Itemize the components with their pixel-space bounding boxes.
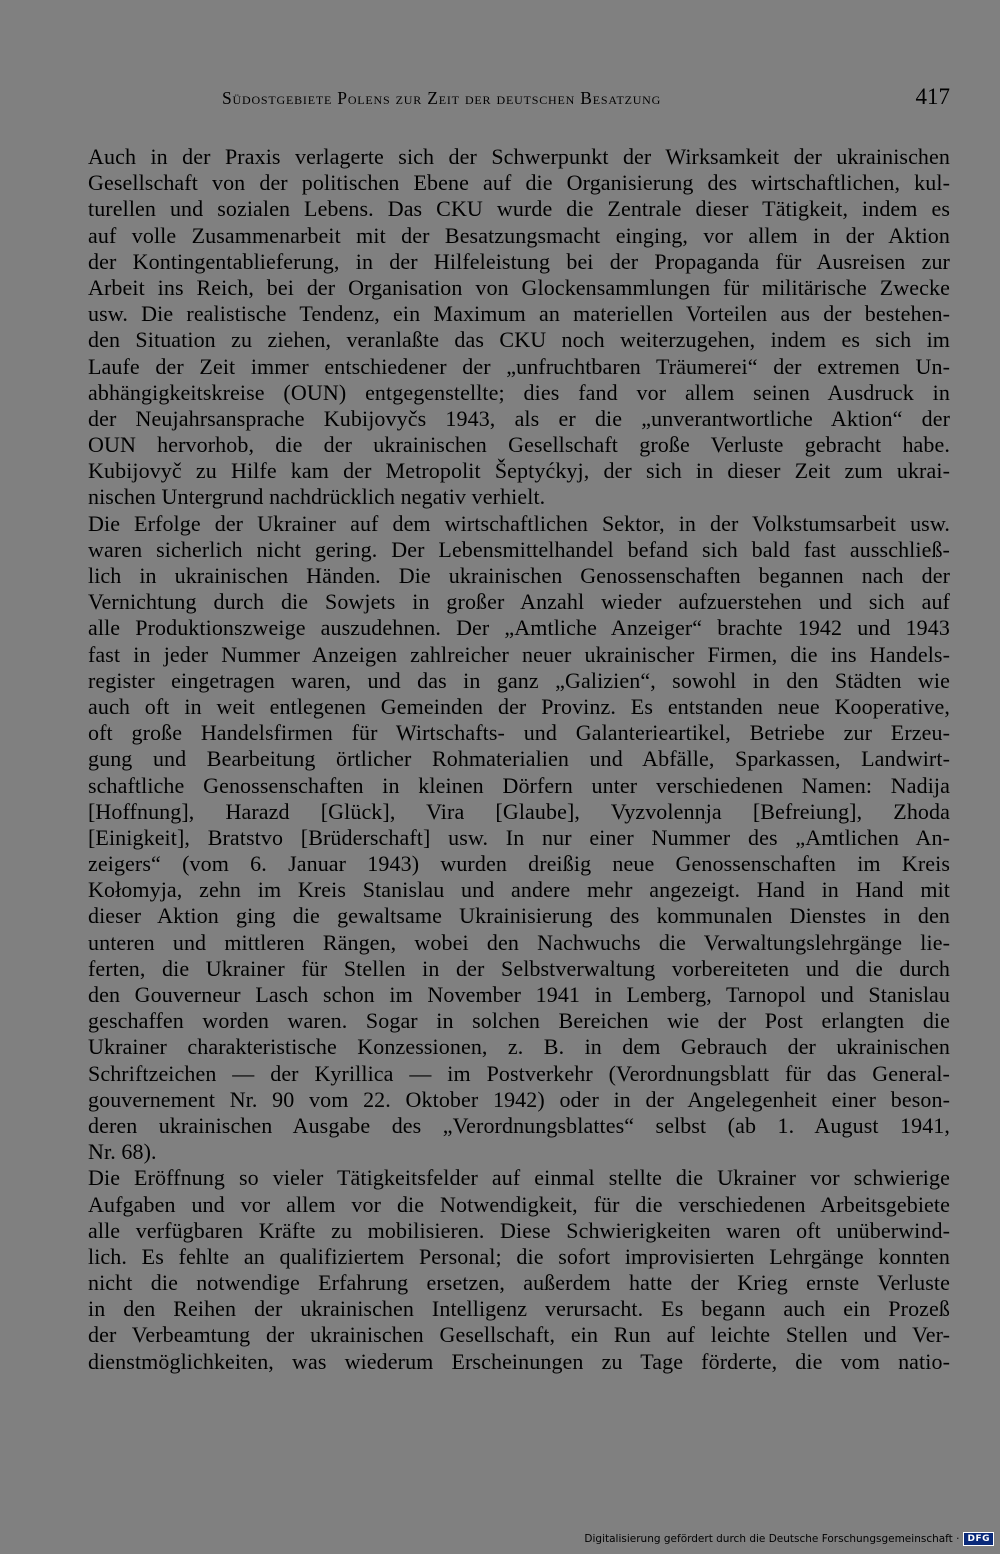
body-text [88,144,950,1375]
text-line: lich. Es fehlte an qualifiziertem Personal; die sofort improvisierten Lehrgänge konnten [88,1243,950,1269]
text-line: Die Erfolge der Ukrainer auf dem wirtschaftlichen Sektor, in der Volkstumsarbeit usw. [88,510,950,536]
page-header [88,84,950,116]
text-line: Aufgaben und vor allem vor die Notwendigkeit, für die verschiedenen Arbeitsgebiete [88,1191,950,1217]
text-line: [Hoffnung], Harazd [Glück], Vira [Glaube], Vyzvolennja [Befreiung], Zhoda [88,798,950,824]
text-line: in den Reihen der ukrainischen Intelligenz verursacht. Es begann auch ein Prozeß [88,1296,950,1322]
text-line: Nr. 68). [88,1139,157,1165]
text-line: Die Eröffnung so vieler Tätigkeitsfelder auf einmal stellte die Ukrainer vor schwierige [88,1165,950,1191]
text-line: deren ukrainischen Ausgabe des „Verordnungsblattes“ selbst (ab 1. August 1941, [88,1112,950,1138]
text-line: oft große Handelsfirmen für Wirtschafts- und Galanterieartikel, Betriebe zur Erzeu- [88,720,950,746]
text-line: alle Produktionszweige auszudehnen. Der „Amtliche Anzeiger“ brachte 1942 und 1943 [88,615,950,641]
text-line: den Gouverneur Lasch schon im November 1941 in Lemberg, Tarnopol und Stanislau [88,982,950,1007]
running-title: Südostgebiete Polens zur Zeit der deutschen Besatzung [222,88,662,108]
text-line: lich in ukrainischen Händen. Die ukrainischen Genossenschaften begannen nach der [88,563,950,588]
text-line: [Einigkeit], Bratstvo [Brüderschaft] usw. In nur einer Nummer des „Amtlichen An- [88,824,950,850]
text-line: dieser Aktion ging die gewaltsame Ukrainisierung des kommunalen Dienstes in den [88,903,950,929]
text-line: unteren und mittleren Rängen, wobei den Nachwuchs die Verwaltungslehrgänge lie- [88,929,950,955]
text-line: register eingetragen waren, und das in ganz „Galizien“, sowohl in den Städten wie [88,667,950,693]
text-line: abhängigkeitskreise (OUN) entgegenstellte; dies fand vor allem seinen Ausdruck in [88,379,950,405]
text-line: der Verbeamtung der ukrainischen Gesellschaft, ein Run auf leichte Stellen und Ver- [88,1322,950,1348]
text-line: waren sicherlich nicht gering. Der Lebensmittelhandel befand sich bald fast ausschließ- [88,536,950,562]
text-line: turellen und sozialen Lebens. Das CKU wurde die Zentrale dieser Tätigkeit, indem es [88,196,950,222]
digitization-credit: Digitalisierung gefördert durch die Deutsche Forschungsgemeinschaft · [584,1533,960,1545]
text-line: den Situation zu ziehen, veranlaßte das CKU noch weiterzugehen, indem es sich im [88,327,950,353]
text-line: dienstmöglichkeiten, was wiederum Erscheinungen zu Tage förderte, die vom natio- [88,1348,950,1374]
text-line: alle verfügbaren Kräfte zu mobilisieren. Diese Schwierigkeiten waren oft unüberwind- [88,1217,950,1243]
text-line: auch oft in weit entlegenen Gemeinden der Provinz. Es entstanden neue Kooperative, [88,693,950,719]
text-line: Auch in der Praxis verlagerte sich der Schwerpunkt der Wirksamkeit der ukrainischen [88,144,950,169]
text-line: Vernichtung durch die Sowjets in großer Anzahl wieder aufzuerstehen und sich auf [88,589,950,615]
text-line: Kubijovyč zu Hilfe kam der Metropolit Šeptyćkyj, der sich in dieser Zeit zum ukrai- [88,458,950,484]
text-line: OUN hervorhob, die der ukrainischen Gesellschaft große Verluste gebracht habe. [88,432,950,458]
text-line: Arbeit ins Reich, bei der Organisation von Glockensammlungen für militärische Zwecke [88,274,950,300]
text-line: Schriftzeichen — der Kyrillica — im Postverkehr (Verordnungsblatt für das General- [88,1060,950,1086]
text-line: schaftliche Genossenschaften in kleinen Dörfern unter verschiedenen Namen: Nadija [88,772,950,798]
text-line: gouvernement Nr. 90 vom 22. Oktober 1942) oder in der Angelegenheit einer beson- [88,1086,950,1112]
text-line: gung und Bearbeitung örtlicher Rohmaterialien und Abfälle, Sparkassen, Landwirt- [88,746,950,772]
text-line: Ukrainer charakteristische Konzessionen, z. B. in dem Gebrauch der ukrainischen [88,1034,950,1060]
dfg-logo: DFG [963,1532,994,1546]
text-line: Kołomyja, zehn im Kreis Stanislau und andere mehr angezeigt. Hand in Hand mit [88,877,950,903]
page-number: 417 [915,84,950,109]
text-line: geschaffen worden waren. Sogar in solchen Bereichen wie der Post erlangten die [88,1008,950,1034]
text-line: nischen Untergrund nachdrücklich negativ verhielt. [88,484,546,510]
text-line: nicht die notwendige Erfahrung ersetzen, außerdem hatte der Krieg ernste Verluste [88,1270,950,1296]
text-line: zeigers“ (vom 6. Januar 1943) wurden dreißig neue Genossenschaften im Kreis [88,851,950,877]
text-line: der Neujahrsansprache Kubijovyčs 1943, als er die „unverantwortliche Aktion“ der [88,405,950,431]
text-line: ferten, die Ukrainer für Stellen in der Selbstverwaltung vorbereiteten und die durch [88,955,950,981]
text-line: fast in jeder Nummer Anzeigen zahlreicher neuer ukrainischer Firmen, die ins Handels- [88,641,950,667]
digitization-footer [584,1531,994,1547]
text-line: usw. Die realistische Tendenz, ein Maximum an materiellen Vorteilen aus der bestehen- [88,301,950,327]
text-line: der Kontingentablieferung, in der Hilfeleistung bei der Propaganda für Ausreisen zur [88,248,950,274]
text-line: Gesellschaft von der politischen Ebene auf die Organisierung des wirtschaftlichen, kul- [88,170,950,196]
text-line: Laufe der Zeit immer entschiedener der „unfruchtbaren Träumerei“ der extremen Un- [88,353,950,379]
text-line: auf volle Zusammenarbeit mit der Besatzungsmacht einging, vor allem in der Aktion [88,222,950,248]
